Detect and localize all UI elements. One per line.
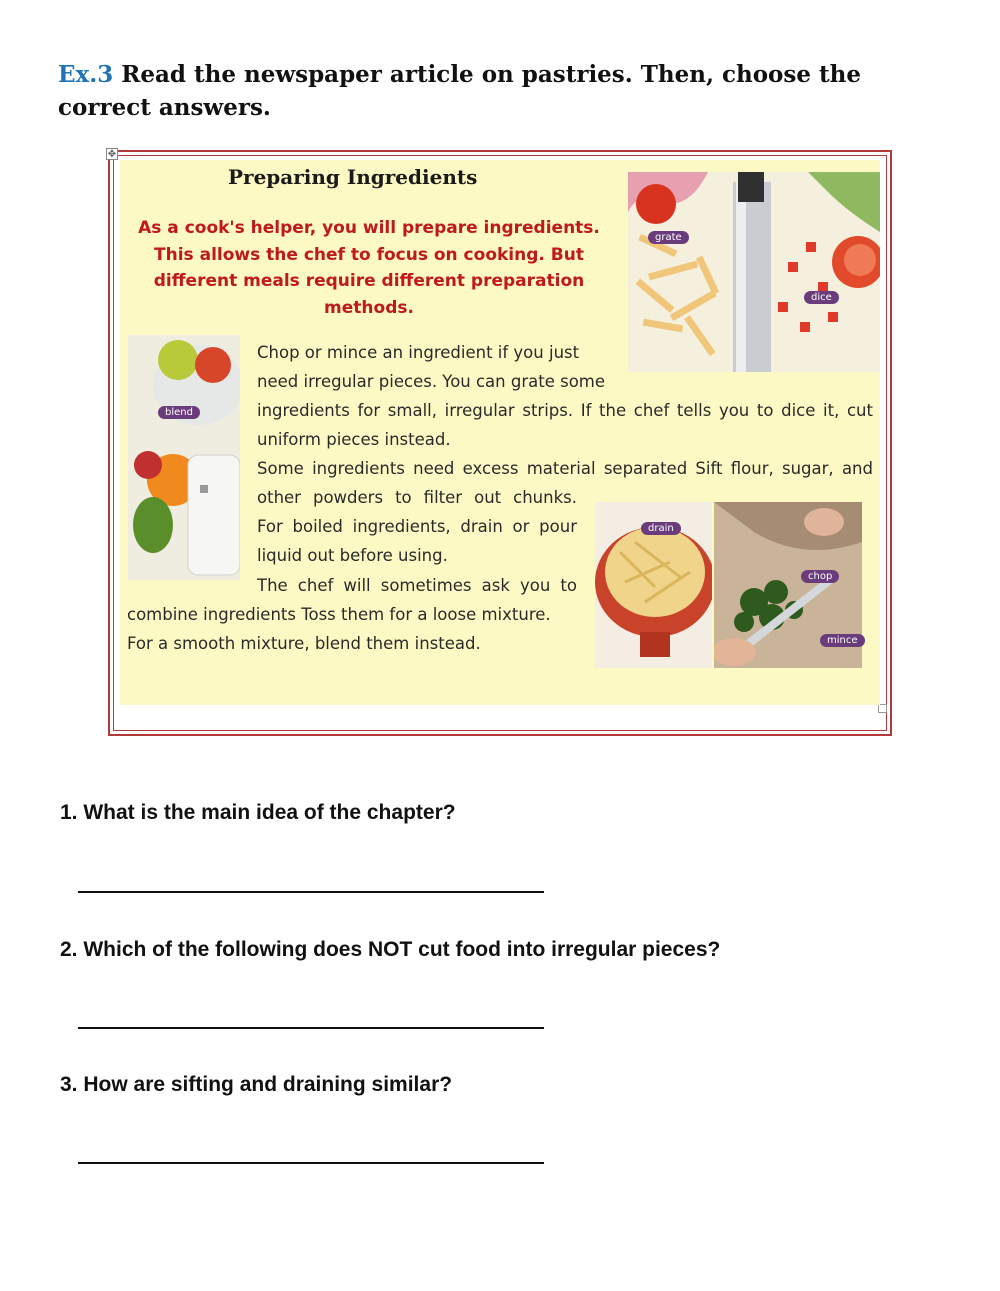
article-line: uniform pieces instead.: [257, 430, 451, 449]
drain-tag: drain: [641, 522, 681, 535]
answer-line-3[interactable]: [78, 1162, 544, 1164]
exercise-label: Ex.3: [58, 61, 114, 88]
question-3: 3. How are sifting and draining similar?: [60, 1073, 453, 1096]
article-line: For a smooth mixture, blend them instead.: [127, 634, 481, 653]
mince-tag: mince: [820, 634, 865, 647]
blend-tag: blend: [158, 406, 200, 419]
grate-tag: grate: [648, 231, 689, 244]
fruit-blender-image: [128, 335, 240, 580]
question-1: 1. What is the main idea of the chapter?: [60, 801, 456, 824]
article-line: ingredients for small, irregular strips. If the chef tells you to dice it, cut: [257, 401, 873, 420]
article-line: liquid out before using.: [257, 546, 448, 565]
resize-handle[interactable]: [878, 704, 887, 713]
instruction-text: Read the newspaper article on pastries. Then, choose the correct answers.: [58, 61, 861, 121]
answer-line-2[interactable]: [78, 1027, 544, 1029]
article-intro: As a cook's helper, you will prepare ingredients. This allows the chef to focus on cooking. But different meals require different preparation methods.: [138, 218, 600, 318]
knife-vegetables-image: [628, 172, 880, 372]
article-line: need irregular pieces. You can grate some: [257, 372, 606, 391]
article-line: The chef will sometimes ask you to: [257, 576, 577, 595]
exercise-instruction: [58, 58, 938, 124]
move-handle-icon[interactable]: ✥: [107, 149, 117, 160]
chop-tag: chop: [801, 570, 839, 583]
article-title: Preparing Ingredients: [228, 165, 478, 189]
article-line: Chop or mince an ingredient if you just: [257, 343, 580, 362]
dice-tag: dice: [804, 291, 839, 304]
article-line: other powders to filter out chunks.: [257, 488, 577, 507]
article-line: combine ingredients Toss them for a loose mixture.: [127, 605, 551, 624]
question-2: 2. Which of the following does NOT cut food into irregular pieces?: [60, 938, 721, 961]
answer-line-1[interactable]: [78, 891, 544, 893]
article-line: For boiled ingredients, drain or pour: [257, 517, 577, 536]
article-line: Some ingredients need excess material separated Sift flour, sugar, and: [257, 459, 873, 478]
